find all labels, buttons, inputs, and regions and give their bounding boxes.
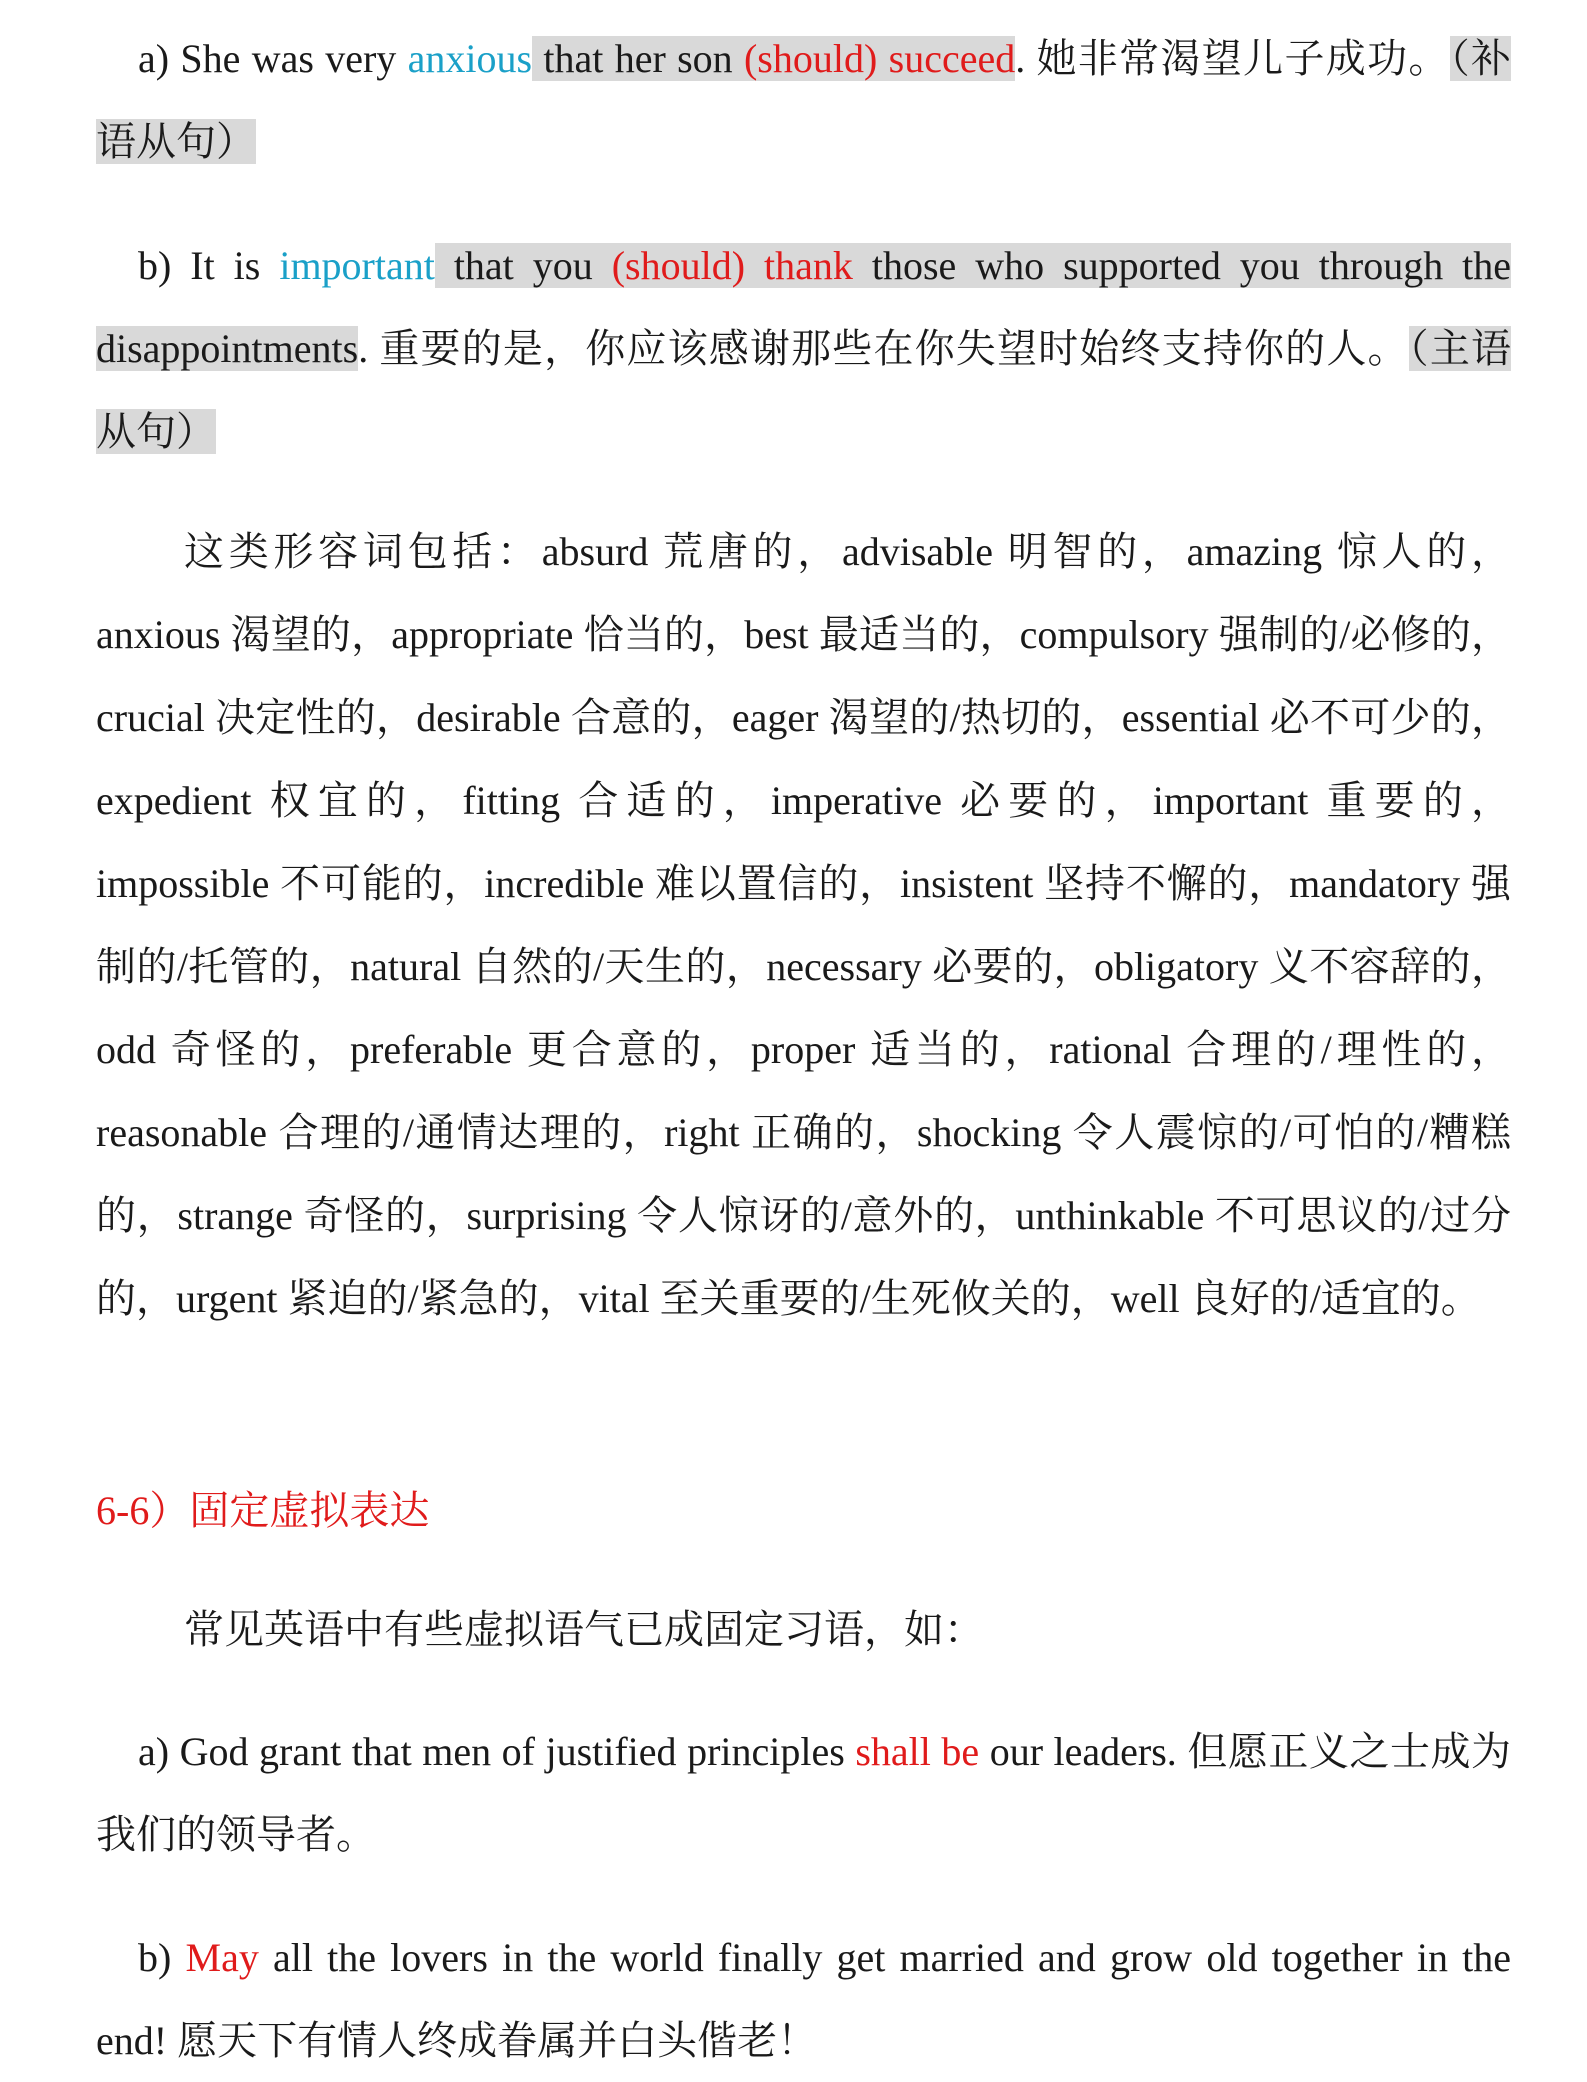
example-b-fixed-expression <box>96 1916 1511 2082</box>
subjunctive-verb-thank: (should) thank <box>611 243 853 288</box>
clause-type-tag: （主语从句） <box>96 326 1512 454</box>
example-text-rest: all the lovers in the world finally get married and grow old together in the end! 愿天下有情人终成眷属并白头偕老！ <box>96 1935 1512 2063</box>
highlighted-clause-end: those who supported you through the disappointments <box>96 243 1512 371</box>
adjective-important: important <box>279 243 435 288</box>
intro-paragraph: 常见英语中有些虚拟语气已成固定习语，如： <box>184 1607 984 1652</box>
section-heading: 6-6）固定虚拟表达 <box>96 1488 430 1533</box>
subjunctive-verb-succeed: (should) succeed <box>743 36 1016 81</box>
example-b-prefix: b) It is <box>138 243 280 288</box>
example-text-rest: our leaders. 但愿正义之士成为我们的领导者。 <box>96 1729 1511 1857</box>
example-a-complement-clause <box>96 17 1511 183</box>
highlighted-clause-start: that you <box>434 243 612 288</box>
example-a-translation: . 她非常渴望儿子成功。 <box>1015 36 1450 81</box>
clause-type-tag: （补语从句） <box>96 36 1512 164</box>
subjunctive-verb-shall-be: shall be <box>855 1729 980 1774</box>
example-a-prefix: a) She was very <box>138 36 408 81</box>
subjunctive-verb-may: May <box>185 1935 259 1980</box>
example-a-fixed-expression <box>96 1710 1511 1876</box>
adjective-anxious: anxious <box>407 36 533 81</box>
example-text: a) God grant that men of justified principles <box>138 1729 856 1774</box>
adjective-list-paragraph: 这类形容词包括：absurd 荒唐的，advisable 明智的，amazing 惊人的，anxious 渴望的，appropriate 恰当的，best 最适当的，compulsory 强制的/必修的，crucial 决定性的，desirable 合意的，eager 渴望的/热切的，essential 必不可少的，expedient 权宜的，fitting 合适的，imperative 必要的，important 重要的，impossible 不可能的，incredible 难以置信的，insistent 坚持不懈的，mandatory 强制的/托管的，natural 自然的/天生的，necessary 必要的，obligatory 义不容辞的，odd 奇怪的，preferable 更合意的，proper 适当的，rational 合理的/理性的，reasonable 合理的/通情达理的，right 正确的，shocking 令人震惊的/可怕的/糟糕的，strange 奇怪的，surprising 令人惊讶的/意外的，unthinkable 不可思议的/过分的，urgent 紧迫的/紧急的，vital 至关重要的/生死攸关的，well 良好的/适宜的。 <box>96 529 1511 1321</box>
example-b-translation: . 重要的是，你应该感谢那些在你失望时始终支持你的人。 <box>358 326 1409 371</box>
example-b-subject-clause <box>96 224 1511 473</box>
example-text: b) <box>138 1935 186 1980</box>
highlighted-clause-start: that her son <box>532 36 744 81</box>
